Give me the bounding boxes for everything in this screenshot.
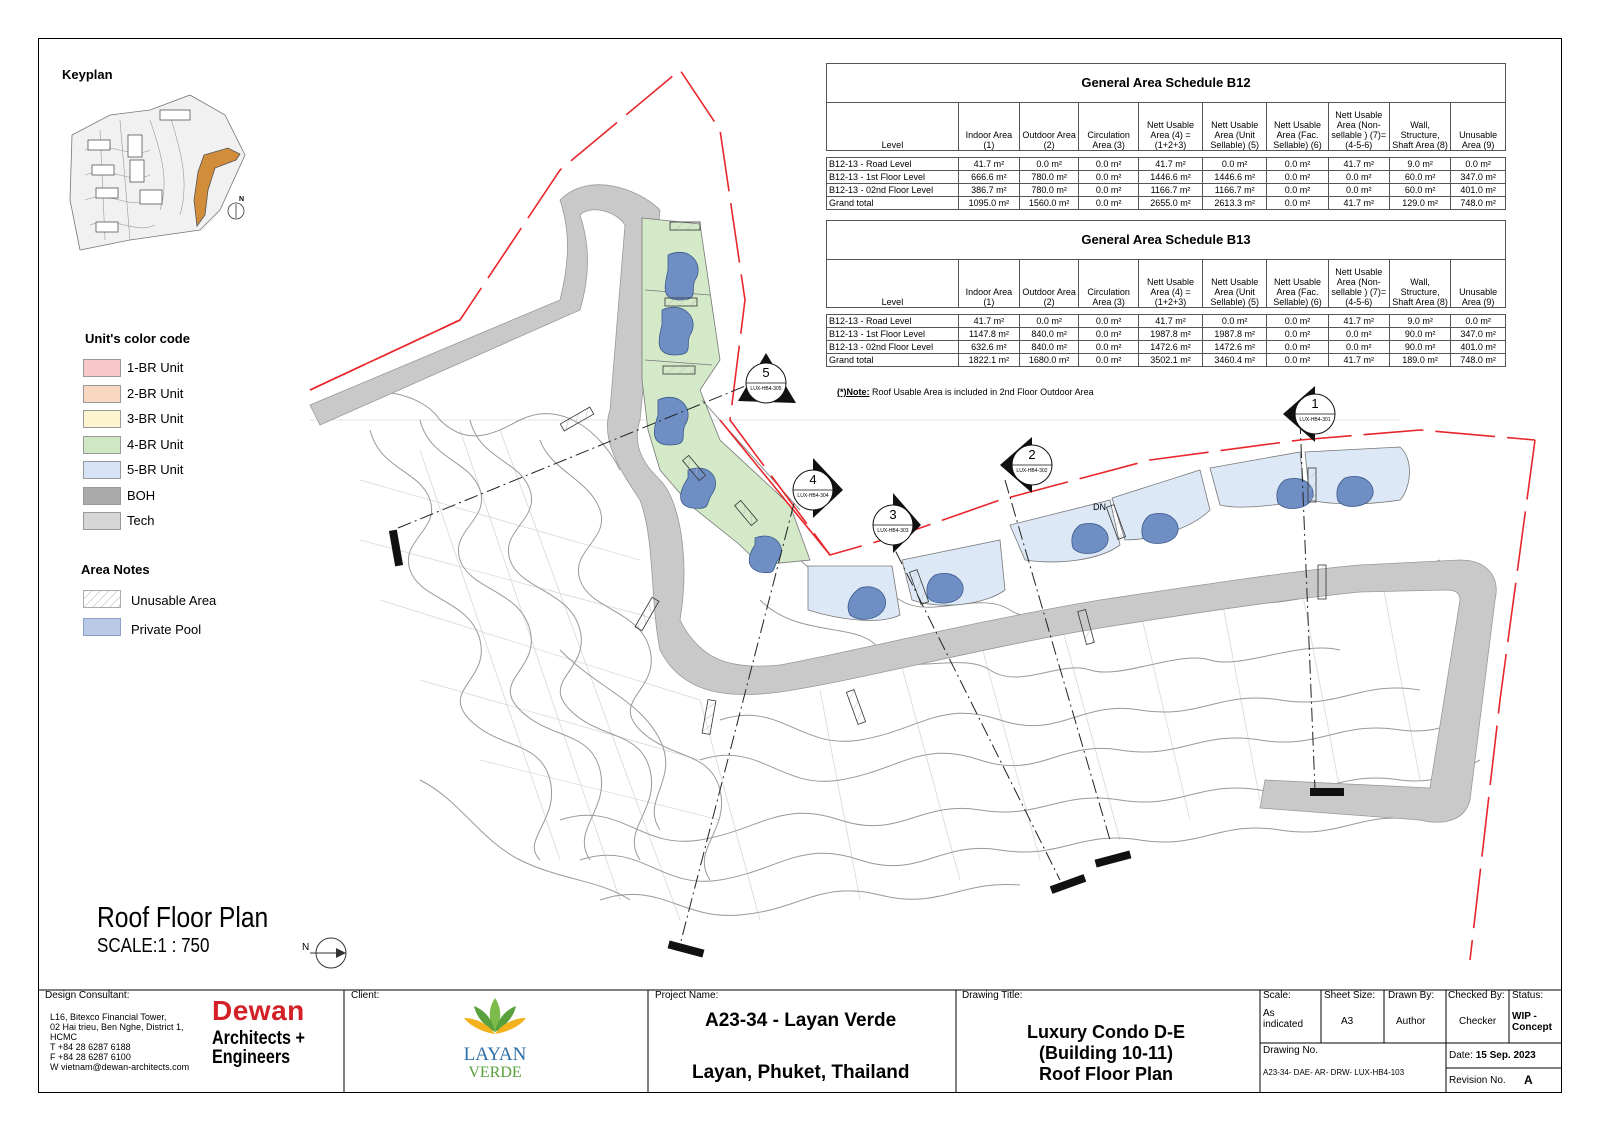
- date-field: [1449, 1050, 1536, 1061]
- sheet-size-label: Sheet Size:: [1324, 990, 1376, 1001]
- schedule-cell: 748.0 m²: [1451, 197, 1506, 210]
- checked-by-value: Checker: [1459, 1016, 1497, 1027]
- schedule-cell: 666.6 m²: [958, 171, 1019, 184]
- sheet-size-value: A3: [1341, 1016, 1354, 1027]
- layan-verde-logo: [455, 994, 535, 1081]
- legend-swatch: [83, 385, 121, 403]
- dewan-logo-name: Dewan: [212, 995, 305, 1026]
- schedule-header: Nett Usable Area (Fac. Sellable) (6): [1267, 103, 1328, 151]
- consultant-label: Design Consultant:: [45, 990, 130, 1001]
- schedule-header: Indoor Area (1): [958, 103, 1019, 151]
- date-label: Date:: [1449, 1050, 1473, 1061]
- section-marker-number: 5: [762, 365, 770, 380]
- schedule-row: [827, 315, 1506, 328]
- schedule-cell: 1680.0 m²: [1019, 354, 1078, 367]
- status-value-line: Concept: [1512, 1022, 1552, 1033]
- schedule-header: Circulation Area (3): [1079, 103, 1139, 151]
- lotus-icon: [460, 994, 530, 1040]
- schedule-cell: 1987.8 m²: [1138, 328, 1202, 341]
- legend-label: 3-BR Unit: [127, 411, 184, 426]
- schedule-header: Unusable Area (9): [1451, 260, 1506, 308]
- schedule-cell: 0.0 m²: [1019, 158, 1078, 171]
- schedule-cell: B12-13 - 02nd Floor Level: [827, 184, 959, 197]
- schedule-cell: 0.0 m²: [1267, 197, 1328, 210]
- area-schedule-b12: [826, 63, 1506, 210]
- schedule-row: [827, 158, 1506, 171]
- legend-title: Unit's color code: [85, 331, 190, 346]
- address-line: 02 Hai trieu, Ben Nghe, District 1,: [50, 1022, 184, 1032]
- schedule-row: [827, 197, 1506, 210]
- drawn-by-value: Author: [1396, 1016, 1426, 1027]
- schedule-cell: 0.0 m²: [1451, 315, 1506, 328]
- legend-label: 1-BR Unit: [127, 360, 184, 375]
- schedule-cell: 1446.6 m²: [1203, 171, 1267, 184]
- private-pool-swatch: [83, 618, 121, 636]
- schedule-cell: 2655.0 m²: [1138, 197, 1202, 210]
- drawing-title-line: (Building 10-11): [1038, 1043, 1173, 1063]
- consultant-address: [50, 1012, 189, 1072]
- legend-label: Tech: [127, 513, 155, 528]
- schedule-cell: 0.0 m²: [1203, 158, 1267, 171]
- schedule-cell: 347.0 m²: [1451, 171, 1506, 184]
- schedule-cell: 41.7 m²: [1328, 158, 1389, 171]
- section-marker-ref: LUX-HB4-305: [750, 386, 782, 392]
- revision-value: A: [1524, 1073, 1533, 1087]
- legend-swatch: [83, 461, 121, 479]
- schedule-cell: 41.7 m²: [958, 158, 1019, 171]
- drawing-title-line: Luxury Condo D-E: [1027, 1022, 1185, 1042]
- schedule-title: General Area Schedule B12: [827, 64, 1506, 103]
- schedule-row: [827, 328, 1506, 341]
- schedule-header: Circulation Area (3): [1079, 260, 1139, 308]
- schedule-cell: 0.0 m²: [1203, 315, 1267, 328]
- checked-by-label: Checked By:: [1448, 990, 1505, 1001]
- schedule-cell: 386.7 m²: [958, 184, 1019, 197]
- legend-label: 4-BR Unit: [127, 436, 184, 452]
- plan-scale: SCALE:1 : 750: [97, 935, 210, 957]
- schedule-cell: 129.0 m²: [1389, 197, 1450, 210]
- status-label: Status:: [1512, 990, 1544, 1001]
- schedule-cell: 748.0 m²: [1451, 354, 1506, 367]
- schedule-cell: 0.0 m²: [1079, 158, 1139, 171]
- schedule-row: [827, 354, 1506, 367]
- plan-north-label: N: [302, 942, 310, 953]
- schedule-cell: 1822.1 m²: [958, 354, 1019, 367]
- schedule-cell: 0.0 m²: [1079, 354, 1139, 367]
- schedule-header: Indoor Area (1): [958, 260, 1019, 308]
- dewan-logo-line3: Engineers: [212, 1047, 291, 1068]
- section-marker-number: 2: [1028, 447, 1036, 462]
- schedule-cell: 401.0 m²: [1451, 341, 1506, 354]
- schedule-cell: 189.0 m²: [1389, 354, 1450, 367]
- schedule-cell: 1166.7 m²: [1138, 184, 1202, 197]
- scale-label: Scale:: [1263, 990, 1291, 1001]
- schedule-row: [827, 341, 1506, 354]
- plan-title: Roof Floor Plan: [97, 902, 269, 934]
- schedule-cell: 0.0 m²: [1267, 184, 1328, 197]
- keyplan-north-label: N: [239, 196, 245, 203]
- schedule-cell: 60.0 m²: [1389, 184, 1450, 197]
- schedule-cell: 840.0 m²: [1019, 328, 1078, 341]
- schedule-header: Outdoor Area (2): [1019, 103, 1078, 151]
- schedule-header: Nett Usable Area (Unit Sellable) (5): [1203, 103, 1267, 151]
- legend-swatch: [83, 410, 121, 428]
- scale-value: [1263, 1008, 1303, 1030]
- schedule-header: Wall, Structure, Shaft Area (8): [1389, 260, 1450, 308]
- keyplan-title: Keyplan: [62, 67, 113, 82]
- schedule-cell: 0.0 m²: [1267, 315, 1328, 328]
- schedule-header: Level: [827, 260, 959, 308]
- schedule-cell: B12-13 - Road Level: [827, 315, 959, 328]
- schedule-cell: 780.0 m²: [1019, 171, 1078, 184]
- private-pool-label: Private Pool: [131, 622, 202, 637]
- section-marker-number: 3: [889, 507, 897, 522]
- schedule-cell: 1095.0 m²: [958, 197, 1019, 210]
- section-marker-number: 1: [1311, 396, 1319, 411]
- legend-swatch: [83, 436, 121, 454]
- schedule-cell: 41.7 m²: [1328, 315, 1389, 328]
- schedule-header: Nett Usable Area (Fac. Sellable) (6): [1267, 260, 1328, 308]
- keyplan-drawing: [70, 95, 245, 250]
- dewan-logo: [212, 997, 321, 1067]
- legend-swatch: [83, 512, 121, 530]
- schedule-cell: B12-13 - Road Level: [827, 158, 959, 171]
- schedule-header: Nett Usable Area (Non-sellable ) (7)=(4-5-6): [1328, 103, 1389, 151]
- legend-swatch: [83, 359, 121, 377]
- schedule-row: [827, 171, 1506, 184]
- schedule-cell: 2613.3 m²: [1203, 197, 1267, 210]
- schedule-cell: 840.0 m²: [1019, 341, 1078, 354]
- schedule-cell: B12-13 - 1st Floor Level: [827, 328, 959, 341]
- schedule-header: Nett Usable Area (4) = (1+2+3): [1138, 103, 1202, 151]
- schedule-cell: 401.0 m²: [1451, 184, 1506, 197]
- dn-label: DN: [1093, 502, 1106, 512]
- schedule-title: General Area Schedule B13: [827, 221, 1506, 260]
- date-value: 15 Sep. 2023: [1475, 1050, 1536, 1061]
- project-name-label: Project Name:: [655, 990, 719, 1001]
- schedule-cell: 41.7 m²: [1328, 197, 1389, 210]
- schedule-cell: 0.0 m²: [1267, 158, 1328, 171]
- schedule-cell: 0.0 m²: [1079, 315, 1139, 328]
- schedule-cell: 0.0 m²: [1019, 315, 1078, 328]
- schedule-header: Nett Usable Area (Non-sellable ) (7)=(4-5-6): [1328, 260, 1389, 308]
- project-location: Layan, Phuket, Thailand: [692, 1062, 910, 1083]
- section-marker-ref: LUX-HB4-303: [877, 528, 909, 534]
- note-text: Roof Usable Area is included in 2nd Floor Outdoor Area: [869, 387, 1094, 397]
- schedule-header: Nett Usable Area (Unit Sellable) (5): [1203, 260, 1267, 308]
- schedule-cell: 1147.8 m²: [958, 328, 1019, 341]
- address-line: F +84 28 6287 6100: [50, 1052, 131, 1062]
- schedule-cell: 0.0 m²: [1267, 341, 1328, 354]
- legend-label: BOH: [127, 487, 156, 503]
- address-line: L16, Bitexco Financial Tower,: [50, 1012, 167, 1022]
- drawing-title-line: Roof Floor Plan: [1039, 1064, 1173, 1084]
- address-line: HCMC: [50, 1032, 77, 1042]
- schedule-cell: 9.0 m²: [1389, 158, 1450, 171]
- schedule-cell: 0.0 m²: [1267, 171, 1328, 184]
- revision-label: Revision No.: [1449, 1075, 1506, 1086]
- scale-value-line: As: [1263, 1008, 1275, 1019]
- status-value-line: WIP -: [1512, 1011, 1537, 1022]
- schedule-gap: [827, 308, 1506, 315]
- drawing-no-label: Drawing No.: [1263, 1045, 1319, 1056]
- drawing-no-value: A23-34- DAE- AR- DRW- LUX-HB4-103: [1263, 1068, 1405, 1077]
- schedule-header: Outdoor Area (2): [1019, 260, 1078, 308]
- dewan-logo-line2: Architects +: [212, 1028, 305, 1049]
- schedule-cell: 0.0 m²: [1267, 354, 1328, 367]
- drawn-by-label: Drawn By:: [1388, 990, 1435, 1001]
- schedule-cell: 1987.8 m²: [1203, 328, 1267, 341]
- schedule-cell: 60.0 m²: [1389, 171, 1450, 184]
- schedule-gap: [827, 151, 1506, 158]
- schedule-cell: 1446.6 m²: [1138, 171, 1202, 184]
- scale-value-line: indicated: [1263, 1019, 1304, 1030]
- schedule-cell: 1166.7 m²: [1203, 184, 1267, 197]
- address-line: T +84 28 6287 6188: [50, 1042, 131, 1052]
- schedule-note: [837, 387, 1094, 397]
- section-marker-ref: LUX-HB4-304: [797, 493, 829, 499]
- schedule-cell: 0.0 m²: [1079, 341, 1139, 354]
- schedule-cell: 780.0 m²: [1019, 184, 1078, 197]
- legend-label: 5-BR Unit: [127, 462, 184, 477]
- schedule-cell: 41.7 m²: [1138, 315, 1202, 328]
- legend-swatch: [83, 487, 121, 505]
- legend-label: 2-BR Unit: [127, 385, 184, 401]
- layan-logo-text: LAYAN: [463, 1044, 527, 1065]
- schedule-cell: B12-13 - 1st Floor Level: [827, 171, 959, 184]
- schedule-cell: 41.7 m²: [1328, 354, 1389, 367]
- unusable-area-label: Unusable Area: [131, 593, 217, 608]
- schedule-cell: Grand total: [827, 197, 959, 210]
- schedule-cell: 9.0 m²: [1389, 315, 1450, 328]
- schedule-cell: 0.0 m²: [1328, 341, 1389, 354]
- schedule-header: Nett Usable Area (4) = (1+2+3): [1138, 260, 1202, 308]
- schedule-cell: 1560.0 m²: [1019, 197, 1078, 210]
- schedule-cell: 0.0 m²: [1079, 197, 1139, 210]
- schedule-cell: 0.0 m²: [1079, 184, 1139, 197]
- schedule-cell: 0.0 m²: [1267, 328, 1328, 341]
- client-label: Client:: [351, 990, 380, 1001]
- section-marker-number: 4: [809, 472, 817, 487]
- schedule-cell: Grand total: [827, 354, 959, 367]
- schedule-cell: 90.0 m²: [1389, 341, 1450, 354]
- schedule-cell: 1472.6 m²: [1138, 341, 1202, 354]
- schedule-row: [827, 184, 1506, 197]
- schedule-cell: 3460.4 m²: [1203, 354, 1267, 367]
- schedule-cell: 632.6 m²: [958, 341, 1019, 354]
- section-marker-ref: LUX-HB4-302: [1016, 468, 1048, 474]
- schedule-cell: 1472.6 m²: [1203, 341, 1267, 354]
- verde-logo-text: VERDE: [468, 1064, 522, 1081]
- schedule-cell: 41.7 m²: [1138, 158, 1202, 171]
- schedule-cell: 0.0 m²: [1328, 184, 1389, 197]
- project-name: A23-34 - Layan Verde: [705, 1010, 897, 1031]
- schedule-cell: 0.0 m²: [1328, 171, 1389, 184]
- note-prefix: (*)Note:: [837, 387, 870, 397]
- schedule-cell: 90.0 m²: [1389, 328, 1450, 341]
- schedule-cell: 41.7 m²: [958, 315, 1019, 328]
- schedule-cell: 0.0 m²: [1328, 328, 1389, 341]
- schedule-cell: 3502.1 m²: [1138, 354, 1202, 367]
- area-schedule-b13: [826, 220, 1506, 367]
- schedule-cell: 0.0 m²: [1079, 171, 1139, 184]
- address-line: W vietnam@dewan-architects.com: [50, 1062, 190, 1072]
- schedule-cell: 347.0 m²: [1451, 328, 1506, 341]
- section-marker-ref: LUX-HB4-301: [1299, 417, 1331, 423]
- schedule-cell: B12-13 - 02nd Floor Level: [827, 341, 959, 354]
- schedule-cell: 0.0 m²: [1451, 158, 1506, 171]
- unusable-area-swatch: [83, 590, 121, 608]
- drawing-title: [980, 1022, 1232, 1085]
- drawing-title-label: Drawing Title:: [962, 990, 1023, 1001]
- schedule-cell: 0.0 m²: [1079, 328, 1139, 341]
- schedule-header: Unusable Area (9): [1451, 103, 1506, 151]
- area-notes-title: Area Notes: [81, 562, 150, 577]
- status-value: [1512, 1011, 1552, 1033]
- schedule-header: Wall, Structure, Shaft Area (8): [1389, 103, 1450, 151]
- north-arrow: [310, 938, 346, 968]
- schedule-header: Level: [827, 103, 959, 151]
